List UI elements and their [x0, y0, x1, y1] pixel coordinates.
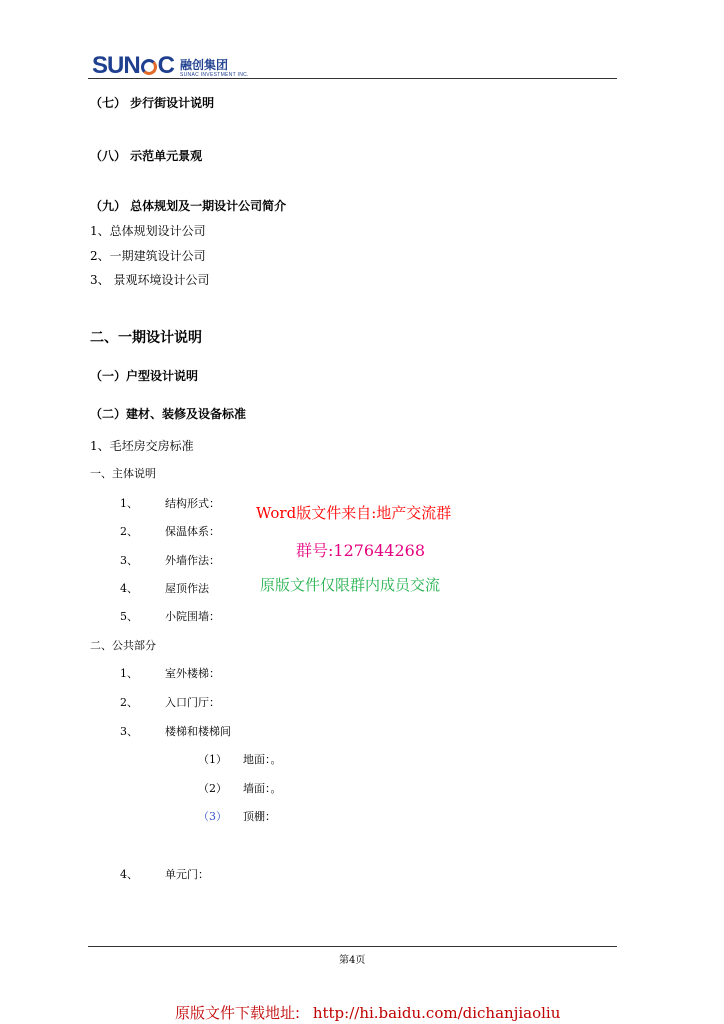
public-item-label: 室外楼梯： — [165, 667, 220, 680]
section-8-heading: （八） 示范单元景观 — [90, 149, 203, 163]
main-item-label: 结构形式： — [165, 497, 220, 510]
subsection-1-heading: （一）户型设计说明 — [90, 369, 199, 383]
sub-item-num: （2） — [198, 782, 227, 795]
company-item-2: 2、一期建筑设计公司 — [90, 249, 206, 263]
company-logo — [92, 52, 249, 78]
main-item-label: 保温体系： — [165, 525, 220, 538]
company-item-3: 3、 景观环境设计公司 — [90, 273, 210, 287]
download-line — [175, 1002, 560, 1023]
standard-heading: 1、毛坯房交房标准 — [90, 439, 194, 453]
sub-item-label: 顶棚： — [243, 810, 276, 823]
main-item-num: 1、 — [120, 497, 138, 510]
page-number: 第4页 — [339, 955, 366, 966]
download-label: 原版文件下载地址: — [175, 1004, 301, 1022]
logo-en-text: SUNAC INVESTMENT INC. — [180, 72, 249, 78]
public-item-num: 3、 — [120, 725, 138, 738]
watermark-line-3: 原版文件仅限群内成员交流 — [260, 576, 441, 594]
public-item-num: 1、 — [120, 667, 138, 680]
watermark-line-2: 群号:127644268 — [296, 541, 426, 560]
public-item-label: 入口门厅： — [165, 696, 220, 709]
logo-text-sun: SUN — [92, 52, 140, 79]
subsection-2-heading: （二）建材、装修及设备标准 — [90, 407, 247, 421]
logo-cn-block — [180, 58, 249, 78]
logo-cn-text: 融创集团 — [180, 58, 229, 72]
logo-mark-icon — [141, 59, 157, 75]
chapter-heading: 二、一期设计说明 — [90, 330, 202, 346]
public-item-num: 2、 — [120, 696, 138, 709]
main-item-num: 5、 — [120, 610, 138, 623]
public-item-label: 楼梯和楼梯间 — [165, 725, 231, 738]
company-item-1: 1、总体规划设计公司 — [90, 224, 206, 238]
main-item-label: 小院围墙： — [165, 610, 220, 623]
main-item-num: 3、 — [120, 554, 138, 567]
unit-door-num: 4、 — [120, 868, 138, 881]
footer-divider — [88, 946, 617, 947]
main-body-title: 一、主体说明 — [90, 467, 156, 480]
sub-item-label: 地面：。 — [243, 753, 282, 766]
header-divider — [88, 78, 617, 79]
sub-item-num: （3） — [198, 810, 227, 823]
logo-text-c: C — [157, 52, 175, 79]
unit-door-label: 单元门： — [165, 868, 209, 881]
watermark-line-1: Word版文件来自:地产交流群 — [256, 504, 452, 522]
download-url-link[interactable]: http://hi.baidu.com/dichanjiaoliu — [312, 1004, 561, 1022]
main-item-label: 外墙作法： — [165, 554, 220, 567]
section-7-heading: （七） 步行街设计说明 — [90, 96, 215, 110]
main-item-num: 2、 — [120, 525, 138, 538]
main-item-num: 4、 — [120, 582, 138, 595]
sub-item-label: 墙面：。 — [243, 782, 282, 795]
main-item-label: 屋顶作法 — [165, 582, 209, 595]
public-section-title: 二、公共部分 — [90, 639, 156, 652]
section-9-heading: （九） 总体规划及一期设计公司简介 — [90, 199, 287, 213]
sub-item-num: （1） — [198, 753, 227, 766]
